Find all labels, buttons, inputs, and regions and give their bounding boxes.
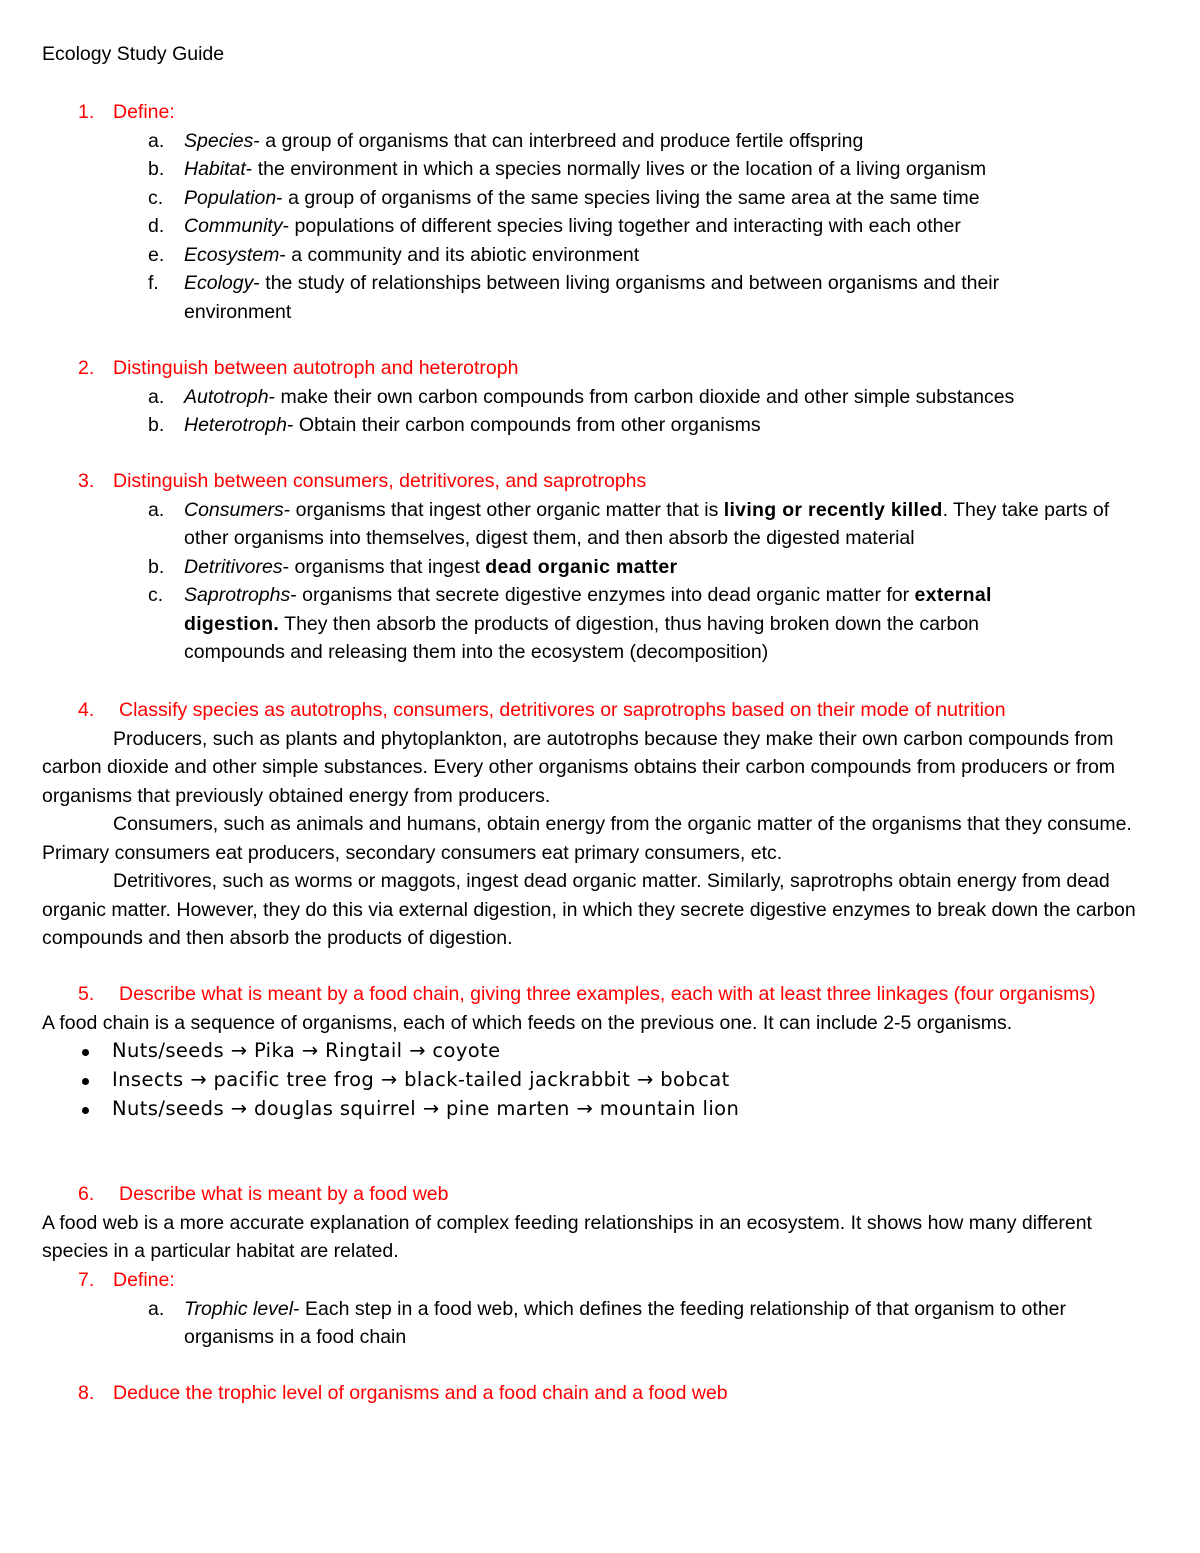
- definition: - a community and its abiotic environment: [279, 243, 640, 266]
- definition: - organisms that ingest: [282, 555, 486, 578]
- question-heading: [0, 467, 1200, 496]
- definition: - a group of organisms of the same species living the same area at the same time: [276, 186, 980, 209]
- food-chain-list: [0, 1037, 1200, 1124]
- definition-continued: They then absorb the products of digestion, thus having broken down the carbon compounds and releasing them into the ecosystem (decomposition): [184, 612, 980, 663]
- list-item: [0, 1066, 1200, 1095]
- item-letter: a.: [148, 1297, 165, 1320]
- term: Habitat: [184, 158, 246, 180]
- term: Population: [184, 186, 277, 209]
- definition: - organisms that ingest other organic matter that is: [283, 498, 724, 521]
- document-title: Ecology Study Guide: [42, 43, 225, 65]
- definition: - make their own carbon compounds from carbon dioxide and other simple substances: [268, 385, 1015, 408]
- definition: - the study of relationships between living organisms and between organisms and their environment: [184, 272, 1000, 323]
- list-item: [0, 155, 1200, 184]
- definition: - Each step in a food web, which defines the feeding relationship of that organism to other organisms in a food chain: [184, 1297, 1066, 1348]
- question-number: 2.: [78, 357, 95, 379]
- question-number: 4.: [78, 699, 95, 721]
- definition: - populations of different species living together and interacting with each other: [282, 215, 961, 237]
- bullet-icon: [82, 1078, 89, 1085]
- question-text: Describe what is meant by a food web: [119, 1183, 449, 1205]
- item-letter: c.: [148, 186, 164, 209]
- emphasis: dead organic matter: [485, 555, 678, 578]
- question-text: Classify species as autotrophs, consumers, detritivores or saprotrophs based on their mode of nutrition: [119, 699, 1006, 721]
- term: Trophic level: [184, 1297, 294, 1320]
- term: Saprotrophs: [184, 584, 291, 606]
- term: Ecosystem: [184, 243, 280, 266]
- question-heading: [0, 980, 1200, 1009]
- question-number: 6.: [78, 1183, 95, 1205]
- question-heading: [0, 696, 1200, 725]
- question-number: 7.: [78, 1269, 95, 1291]
- question-heading: [0, 1180, 1200, 1209]
- item-letter: d.: [148, 215, 165, 237]
- term: Consumers: [184, 498, 284, 521]
- list-item: [0, 411, 1200, 440]
- definition-continued: . They take parts of other organisms into themselves, digest them, and then absorb the digested material: [184, 498, 1110, 549]
- question-3: [0, 467, 1200, 667]
- question-number: 8.: [78, 1382, 95, 1404]
- question-number: 3.: [78, 470, 95, 492]
- question-7: [0, 1266, 1200, 1352]
- answer-text: A food web is a more accurate explanation of complex feeding relationships in an ecosystem. It shows how many different species in a particular habitat are related.: [42, 1211, 1092, 1262]
- term: Ecology: [184, 272, 254, 294]
- item-letter: f.: [148, 272, 159, 294]
- question-text: Distinguish between consumers, detritivores, and saprotrophs: [113, 470, 647, 492]
- question-number: 1.: [78, 101, 95, 123]
- list-item: [0, 127, 1200, 156]
- bullet-icon: [82, 1107, 89, 1114]
- question-text: Distinguish between autotroph and heterotroph: [113, 357, 519, 379]
- list-item: [0, 241, 1200, 270]
- list-item: [0, 496, 1200, 553]
- list-item: [0, 553, 1200, 582]
- paragraph: Producers, such as plants and phytoplankton, are autotrophs because they make their own carbon compounds from carbon dioxide and other simple substances. Every other organisms obtains their carbon compounds from producers or from organisms that previously obtained energy from producers.: [42, 727, 1116, 807]
- term: Detritivores: [184, 555, 283, 578]
- definition: - organisms that secrete digestive enzymes into dead organic matter for: [290, 584, 915, 606]
- list-item: [0, 1095, 1200, 1124]
- question-8: [0, 1379, 1200, 1408]
- question-text: Define:: [113, 1269, 175, 1291]
- question-6: [0, 1180, 1200, 1266]
- question-5: [0, 980, 1200, 1124]
- item-letter: c.: [148, 584, 164, 606]
- emphasis: living or recently killed: [723, 498, 943, 521]
- question-heading: [0, 1379, 1200, 1408]
- question-1: [0, 98, 1200, 326]
- list-item: [0, 212, 1200, 241]
- question-text: Deduce the trophic level of organisms and a food chain and a food web: [113, 1382, 728, 1404]
- item-letter: a.: [148, 498, 165, 521]
- list-item: [0, 1037, 1200, 1066]
- item-letter: b.: [148, 414, 165, 436]
- food-chain: Nuts/seeds → Pika → Ringtail → coyote: [112, 1039, 501, 1062]
- definition: - a group of organisms that can interbreed and produce fertile offspring: [253, 129, 864, 152]
- question-heading: [0, 354, 1200, 383]
- item-letter: e.: [148, 243, 165, 266]
- question-2: [0, 354, 1200, 440]
- list-item: [0, 269, 1200, 326]
- item-letter: a.: [148, 385, 165, 408]
- item-letter: a.: [148, 129, 165, 152]
- list-item: [0, 383, 1200, 412]
- emphasis: external digestion.: [184, 584, 992, 635]
- food-chain: Nuts/seeds → douglas squirrel → pine marten → mountain lion: [112, 1097, 740, 1120]
- question-number: 5.: [78, 983, 95, 1005]
- question-text: Define:: [113, 101, 175, 123]
- term: Community: [184, 215, 283, 237]
- paragraph: Consumers, such as animals and humans, obtain energy from the organic matter of the organisms that they consume. Primary consumers eat producers, secondary consumers eat primary consumers, etc.: [42, 813, 1132, 864]
- term: Autotroph: [184, 385, 269, 408]
- question-heading: [0, 98, 1200, 127]
- term: Species: [184, 129, 254, 152]
- definition: - Obtain their carbon compounds from other organisms: [286, 414, 761, 436]
- question-4: [0, 696, 1200, 953]
- bullet-icon: [82, 1049, 89, 1056]
- question-text: Describe what is meant by a food chain, giving three examples, each with at least three linkages (four organisms): [119, 983, 1096, 1005]
- item-letter: b.: [148, 158, 165, 180]
- question-heading: [0, 1266, 1200, 1295]
- list-item: [0, 184, 1200, 213]
- definition: - the environment in which a species normally lives or the location of a living organism: [245, 158, 987, 180]
- term: Heterotroph: [184, 414, 287, 436]
- list-item: [0, 581, 1200, 667]
- answer-text: A food chain is a sequence of organisms, each of which feeds on the previous one. It can include 2-5 organisms.: [42, 1011, 1013, 1034]
- food-chain: Insects → pacific tree frog → black-tailed jackrabbit → bobcat: [112, 1068, 730, 1091]
- item-letter: b.: [148, 555, 165, 578]
- list-item: [0, 1295, 1200, 1352]
- paragraph: Detritivores, such as worms or maggots, ingest dead organic matter. Similarly, saprotrophs obtain energy from dead organic matter. However, they do this via external digestion, in which they secrete digestive enzymes to break down the carbon compounds and then absorb the products of digestion.: [42, 870, 1136, 949]
